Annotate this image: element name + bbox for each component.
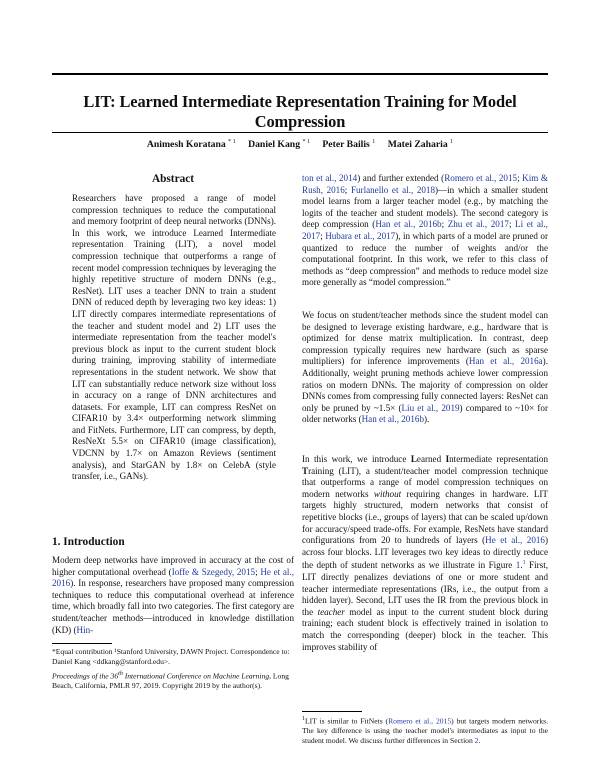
affiliation-footnote: *Equal contribution ¹Stanford University, DAWN Project. Correspondence to: Daniel Kang <ddkang@stanford.edu>. [52, 647, 290, 666]
author-affiliation: * 1 [302, 139, 310, 145]
figure-link[interactable]: 1 [515, 560, 521, 571]
citation-link[interactable]: Han et al., 2016b [361, 414, 424, 425]
author-list [52, 139, 548, 150]
text-run: LIT is similar to FitNets ( [305, 716, 389, 726]
text-run: ; [320, 230, 326, 241]
footnote-rule [302, 711, 362, 712]
text-run: Proceedings of the 36 [52, 671, 119, 681]
footnote-link[interactable]: 1 [522, 560, 526, 567]
text-run: requiring changes in hardware. LIT targets highly structured, modern networks that consist of repetitive blocks (i.e., groups of layers) that can be scaled up/down for accuracy/speed trade-offs. For example, ResNets have standard configurations from 20 to hundreds of layers ( [302, 488, 548, 546]
text-run: model as input to the current student block during training; each student block is effectively trained in isolation to match the corresponding (deeper) block in the teacher. This improves stability of [302, 606, 548, 652]
citation-link[interactable]: Han et al., 2016b [375, 219, 442, 230]
text-run: I [445, 454, 450, 464]
citation-link[interactable]: ton et al., 2014 [302, 173, 358, 183]
text-run: )—in which a smaller student model learns from a larger teacher model (e.g., by matching the logits of the teacher and student models). The second category is deep compression ( [302, 184, 548, 230]
footnote-mark: 1 [302, 716, 305, 722]
text-run: ). In response, researchers have proposed many compression techniques to reduce this computational overhead at inference time, which broadly fall into two categories. The first category are student/teacher methods—introduced in knowledge distillation (KD) ( [52, 578, 294, 635]
text-run: First, LIT directly penalizes deviations of one or more student and teacher intermediate representations (IRs, i.e., the output from a hidden layer). Second, LIT uses the IR from the previous block in the [302, 560, 548, 617]
author-affiliation: 1 [450, 139, 454, 145]
text-run: without [373, 488, 402, 499]
citation-link[interactable]: Kim & Rush, 2016 [302, 173, 548, 195]
text-run: earned [416, 454, 446, 464]
text-run: In this work, we introduce [302, 454, 411, 464]
introduction-paragraph [52, 555, 294, 636]
text-run: ; [517, 173, 523, 183]
citation-link[interactable]: He et al., 2016 [52, 566, 294, 589]
text-run: ) compared to ~10× for older networks ( [302, 402, 548, 425]
text-run: ntermediate representation [449, 454, 548, 464]
text-run: ; [255, 566, 261, 577]
abstract-body: Researchers have proposed a range of model compression techniques to reduce the computational and memory footprint of deep neural networks (DNNs). In this work, we introduce Learned Intermediate representation Training (LIT), a novel model compression technique that outperforms a range of recent model compression techniques by leveraging the highly repetitive structure of modern DNNs (e.g., ResNet). LIT uses a teacher DNN to train a student DNN of reduced depth by leveraging two key ideas: 1) LIT directly compares intermediate representations of the teacher and student model and 2) LIT uses the intermediate representation from the teacher model's previous block as input to the current student block during training, improving stability of intermediate representations in the student network. We show that LIT can substantially reduce network size without loss in accuracy on a range of DNN architectures and datasets. For example, LIT can compress ResNet on CIFAR10 by 3.4× outperforming network slimming and FitNets. Furthermore, LIT can compress, by depth, ResNeXt 5.5× on CIFAR10 (image classification), VDCNN by 1.7× on Amazon Reviews (sentiment analysis), and StarGAN by 1.8× on CelebA (style transfer, i.e., GANs). [72, 193, 276, 482]
text-run: ). Additionally, weight pruning methods achieve lower compression ratios on modern DNNs. The majority of compression on older DNNs comes from compressing fully connected layers: ResNet can only be pruned by ~1.5× ( [302, 356, 548, 413]
citation-link[interactable]: Furlanello et al., 2018 [350, 184, 436, 195]
citation-link[interactable]: Romero et al., 2015 [388, 716, 452, 726]
text-run: , Long Beach, California, PMLR 97, 2019. Copyright 2019 by the author(s). [52, 671, 289, 691]
author-affiliation: * 1 [228, 139, 236, 145]
citation-link[interactable]: Li et al., 2017 [302, 219, 548, 241]
text-run: ) across four blocks. LIT leverages two key ideas to directly reduce the depth of student networks as we illustrate in Figure [302, 535, 548, 571]
citation-link[interactable]: Ioffe & Szegedy, 2015 [171, 566, 256, 577]
citation-link[interactable]: Liu et al., 2019 [401, 402, 460, 413]
citation-link[interactable]: He et al., 2016 [485, 535, 545, 546]
citation-link[interactable]: Romero et al., 2015 [444, 173, 518, 183]
footnote-rule [52, 643, 112, 644]
text-run: ) but targets modern networks. The key difference is using the teacher model's intermediates as input to the student model. We discuss further differences in Section [302, 716, 548, 745]
citation-link[interactable]: Hubara et al., 2017 [325, 230, 396, 241]
author [322, 139, 375, 150]
citation-link[interactable]: Hin- [76, 624, 94, 635]
citation-link[interactable]: Zhu et al., 2017 [447, 219, 509, 230]
text-run: ; [508, 219, 516, 230]
author-name: Matei Zaharia [387, 139, 448, 151]
text-run: ), in which parts of a model are pruned or quantized to reduce the number of weights and/or the computational footprint. In this work, we refer to this class of methods as “deep compression” and methods to reduce model size more generally as “model compression.” [302, 230, 548, 288]
text-run: ) and further extended ( [357, 173, 445, 183]
author-name: Animesh Koratana [146, 139, 226, 151]
proceedings-note [52, 670, 294, 691]
introduction-paragraph: In this work, we introduce Learned Intermediate representation Training (LIT), a student/teacher model compression technique that outperforms a range of model compression techniques on modern networks without requiring changes in hardware. LIT targets highly structured, modern networks that consist of repetitive blocks (i.e., groups of layers) that can be scaled up/down for accuracy/speed trade-offs. For example, ResNets have standard configurations from 20 to hundreds of layers (He et al., 2016) across four blocks. LIT leverages two key ideas to directly reduce the depth of student networks as we illustrate in Figure 1.$^1$ First, LIT directly penalizes deviations of one or more student and teacher intermediate representations (IRs, i.e., the output from a hidden layer). Second, LIT uses the IR from the previous block in the teacher model as input to the current student block during training; each student block is effectively trained in isolation to match the corresponding (deeper) block in the teacher. This improves stability of [302, 454, 548, 652]
footnote [302, 715, 548, 746]
text-run: Modern deep networks have improved in accuracy at the cost of higher computational overhead ( [52, 555, 294, 577]
text-run: L [410, 454, 417, 464]
author-affiliation: 1 [372, 139, 376, 145]
author-name: Daniel Kang [248, 139, 301, 151]
section-heading-introduction: 1. Introduction [52, 536, 125, 548]
author [388, 139, 453, 150]
citation-link[interactable]: Han et al., 2016a [468, 356, 543, 367]
text-run: International Conference on Machine Learning [122, 671, 270, 681]
text-run: . [478, 735, 481, 745]
author [147, 139, 236, 150]
text-run: ; [441, 219, 448, 230]
author-name: Peter Bailis [322, 139, 370, 151]
section-link[interactable]: 2 [474, 735, 479, 745]
introduction-paragraph [302, 310, 548, 426]
text-run: We focus on student/teacher methods since the student model can be designed to leverage existing hardware, e.g., hardware that is optimized for dense matrix multiplication. In contrast, deep compression typically requires new hardware (such as sparse multipliers) for inference improvements ( [302, 310, 548, 367]
text-run: ). [424, 414, 430, 425]
text-run: th [118, 671, 123, 677]
title-rule-bottom [52, 132, 548, 133]
text-run: teacher [317, 606, 345, 617]
abstract-heading: Abstract [151, 173, 195, 185]
paper-title: LIT: Learned Intermediate Representation Training for Model Compression [83, 92, 517, 131]
introduction-paragraph [302, 173, 548, 289]
author [248, 139, 310, 150]
text-run: raining (LIT), a student/teacher model compression technique that outperforms a range of model compression techniques on modern networks [302, 465, 548, 499]
title-rule-top [52, 73, 548, 75]
text-run: T [302, 465, 309, 476]
text-run: ; [344, 184, 351, 195]
